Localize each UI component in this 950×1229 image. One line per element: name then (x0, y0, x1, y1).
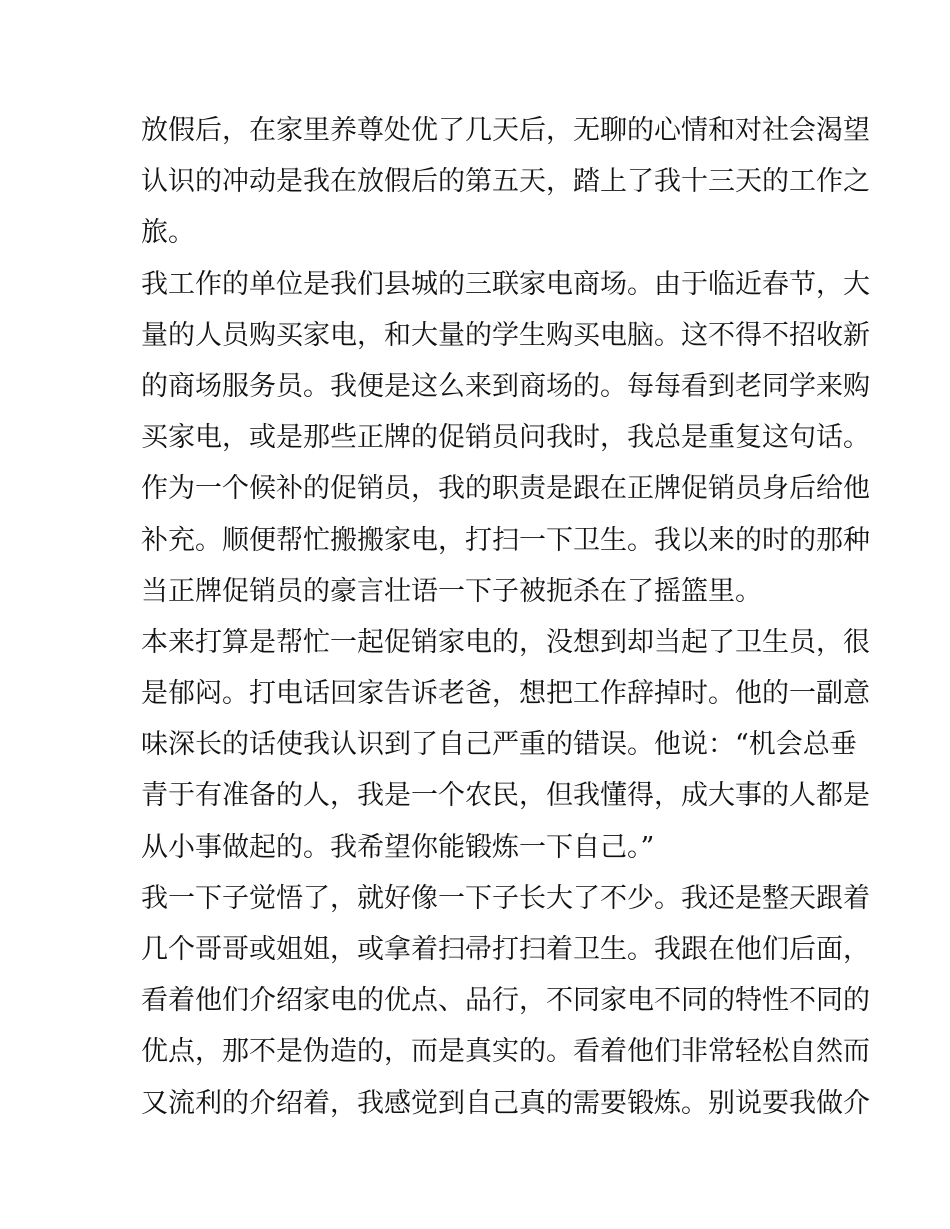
text-line: 本来打算是帮忙一起促销家电的，没想到却当起了卫生员，很 (141, 626, 870, 658)
text-line: 认识的冲动是我在放假后的第五天，踏上了我十三天的工作之 (141, 166, 870, 198)
text-line: 味深长的话使我认识到了自己严重的错误。他说：“机会总垂 (141, 729, 857, 761)
text-line: 是郁闷。打电话回家告诉老爸，想把工作辞掉时。他的一副意 (141, 678, 870, 710)
text-line: 看着他们介绍家电的优点、品行，不同家电不同的特性不同的 (141, 985, 870, 1017)
text-line: 我工作的单位是我们县城的三联家电商场。由于临近春节，大 (141, 268, 870, 300)
text-line: 又流利的介绍着，我感觉到自己真的需要锻炼。别说要我做介 (141, 1087, 870, 1119)
text-line: 的商场服务员。我便是这么来到商场的。每每看到老同学来购 (141, 370, 870, 402)
text-line: 从小事做起的。我希望你能锻炼一下自己。” (141, 831, 655, 863)
text-line: 我一下子觉悟了，就好像一下子长大了不少。我还是整天跟着 (141, 882, 870, 914)
text-line: 旅。 (141, 217, 195, 249)
text-line: 作为一个候补的促销员，我的职责是跟在正牌促销员身后给他 (141, 473, 870, 505)
text-line: 青于有准备的人，我是一个农民，但我懂得，成大事的人都是 (141, 780, 870, 812)
text-line: 几个哥哥或姐姐，或拿着扫帚打扫着卫生。我跟在他们后面， (141, 934, 870, 965)
text-line: 放假后，在家里养尊处优了几天后，无聊的心情和对社会渴望 (141, 115, 870, 146)
text-line: 优点，那不是伪造的，而是真实的。看着他们非常轻松自然而 (141, 1036, 870, 1068)
body-text (141, 105, 870, 1129)
text-line: 量的人员购买家电，和大量的学生购买电脑。这不得不招收新 (141, 319, 870, 351)
text-line: 买家电，或是那些正牌的促销员问我时，我总是重复这句话。 (141, 422, 870, 454)
text-line: 当正牌促销员的豪言壮语一下子被扼杀在了摇篮里。 (141, 575, 762, 607)
text-line: 补充。顺便帮忙搬搬家电，打扫一下卫生。我以来的时的那种 (141, 524, 870, 556)
